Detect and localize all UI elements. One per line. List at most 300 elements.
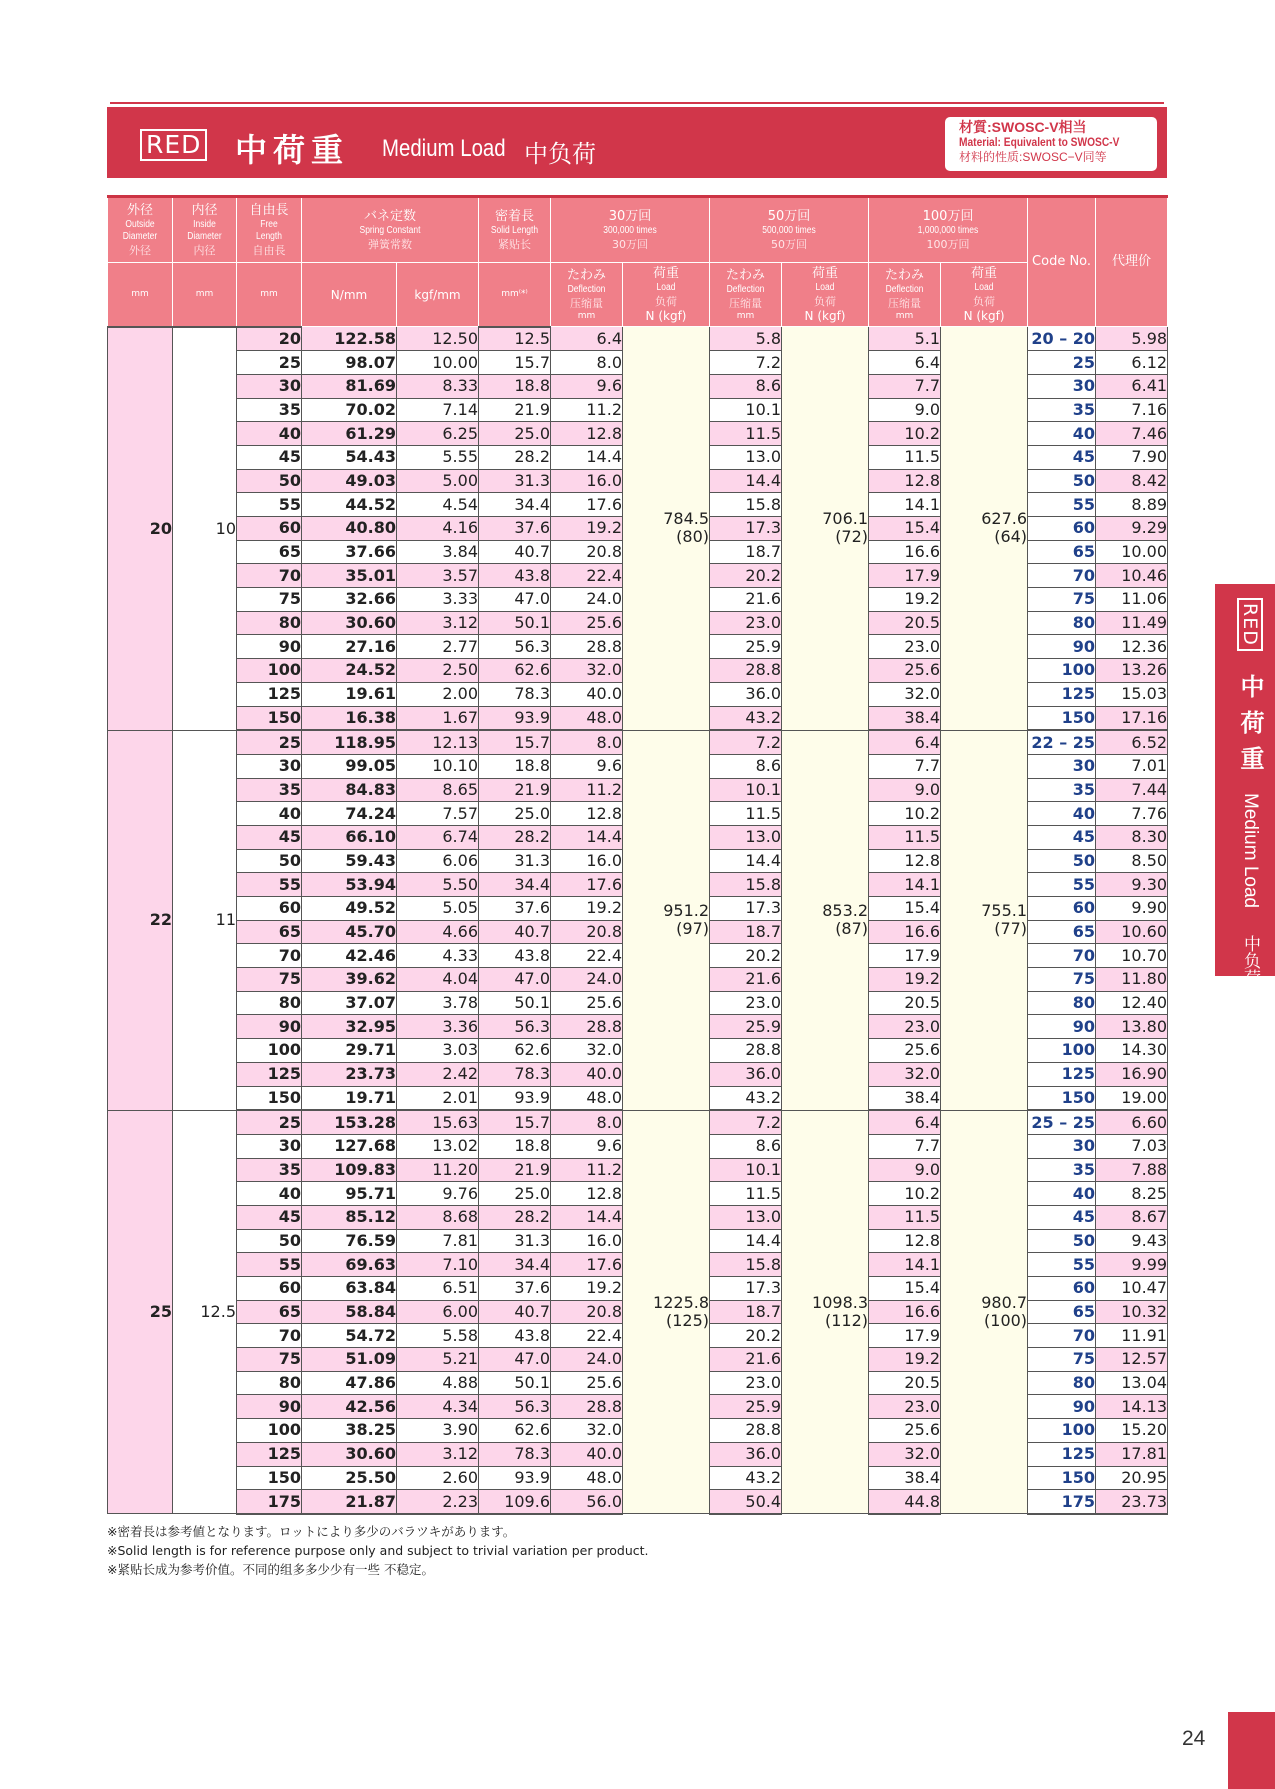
price-cell: 10.46 (1096, 564, 1168, 588)
code-no-cell: 25 (1028, 351, 1096, 375)
deflection-1m-cell: 15.4 (869, 1277, 941, 1301)
free-length-cell: 20 (237, 327, 302, 351)
code-no-cell: 90 (1028, 1395, 1096, 1419)
deflection-1m-cell: 17.9 (869, 1324, 941, 1348)
spring-constant-kgf-cell: 8.68 (397, 1205, 479, 1229)
free-length-cell: 70 (237, 564, 302, 588)
deflection-300k-cell: 16.0 (551, 1229, 623, 1253)
code-no-cell: 70 (1028, 564, 1096, 588)
side-tab-en: Medium Load (1240, 793, 1261, 909)
deflection-300k-cell: 9.6 (551, 1134, 623, 1158)
spring-constant-kgf-cell: 2.60 (397, 1466, 479, 1490)
code-no-cell: 50 (1028, 1229, 1096, 1253)
code-no-cell: 125 (1028, 682, 1096, 706)
deflection-500k-cell: 13.0 (710, 1205, 782, 1229)
code-no-cell: 55 (1028, 493, 1096, 517)
deflection-300k-cell: 32.0 (551, 1419, 623, 1443)
load-300k-cell-kgf: (80) (676, 527, 710, 547)
deflection-1m-cell: 20.5 (869, 991, 941, 1015)
load-300k-cell-kgf: (97) (676, 919, 710, 939)
spring-constant-n-cell: 37.66 (302, 540, 397, 564)
deflection-1m-cell: 9.0 (869, 398, 941, 422)
code-no-cell: 65 (1028, 1300, 1096, 1324)
deflection-1m-cell: 20.5 (869, 611, 941, 635)
deflection-300k-cell: 17.6 (551, 1253, 623, 1277)
deflection-500k-cell: 18.7 (710, 1300, 782, 1324)
price-cell: 8.89 (1096, 493, 1168, 517)
solid-length-cell: 78.3 (479, 1062, 551, 1086)
side-tab-text (1233, 598, 1268, 986)
load-1m-cell-kgf: (100) (984, 1311, 1028, 1331)
footnote-zh: ※紧贴长成为参考价值。不同的组多多少少有一些 不稳定。 (107, 1562, 434, 1577)
code-no-cell: 60 (1028, 897, 1096, 921)
free-length-cell: 80 (237, 991, 302, 1015)
deflection-500k-cell: 11.5 (710, 1182, 782, 1206)
spring-constant-kgf-cell: 6.06 (397, 849, 479, 873)
deflection-500k-cell: 21.6 (710, 1348, 782, 1372)
code-no-cell: 65 (1028, 920, 1096, 944)
free-length-cell: 30 (237, 374, 302, 398)
code-no-cell: 70 (1028, 1324, 1096, 1348)
deflection-500k-cell: 36.0 (710, 1442, 782, 1466)
code-no-cell: 45 (1028, 445, 1096, 469)
spring-constant-n-cell: 21.87 (302, 1490, 397, 1514)
deflection-1m-cell: 32.0 (869, 1442, 941, 1466)
code-no-cell: 80 (1028, 1371, 1096, 1395)
deflection-300k-cell: 19.2 (551, 897, 623, 921)
free-length-cell: 150 (237, 706, 302, 730)
load-300k-cell (623, 327, 710, 731)
load-500k-cell-n: 706.1 (822, 509, 869, 529)
deflection-500k-cell: 17.3 (710, 517, 782, 541)
deflection-500k-cell: 14.4 (710, 849, 782, 873)
col-defl-2: たわみ Deflection 压缩量 mm (710, 263, 782, 327)
deflection-500k-cell: 8.6 (710, 1134, 782, 1158)
spring-constant-kgf-cell: 12.13 (397, 730, 479, 754)
spring-constant-n-cell: 19.71 (302, 1086, 397, 1110)
spring-constant-kgf-cell: 15.63 (397, 1110, 479, 1134)
spring-constant-kgf-cell: 10.00 (397, 351, 479, 375)
deflection-500k-cell: 36.0 (710, 1062, 782, 1086)
spring-constant-kgf-cell: 7.10 (397, 1253, 479, 1277)
price-cell: 10.60 (1096, 920, 1168, 944)
solid-length-cell: 47.0 (479, 968, 551, 992)
free-length-cell: 125 (237, 1062, 302, 1086)
solid-length-cell: 31.3 (479, 1229, 551, 1253)
deflection-1m-cell: 12.8 (869, 1229, 941, 1253)
deflection-500k-cell: 28.8 (710, 1419, 782, 1443)
code-no-cell: 35 (1028, 398, 1096, 422)
code-no-cell: 35 (1028, 1158, 1096, 1182)
free-length-cell: 65 (237, 1300, 302, 1324)
deflection-1m-cell: 11.5 (869, 1205, 941, 1229)
code-no-cell: 75 (1028, 968, 1096, 992)
deflection-1m-cell: 23.0 (869, 1395, 941, 1419)
deflection-300k-cell: 25.6 (551, 611, 623, 635)
spring-constant-n-cell: 118.95 (302, 730, 397, 754)
deflection-500k-cell: 23.0 (710, 611, 782, 635)
spring-constant-kgf-cell: 13.02 (397, 1134, 479, 1158)
price-cell: 8.67 (1096, 1205, 1168, 1229)
load-500k-cell-kgf: (87) (835, 919, 869, 939)
spring-constant-n-cell: 85.12 (302, 1205, 397, 1229)
free-length-cell: 50 (237, 1229, 302, 1253)
deflection-300k-cell: 40.0 (551, 682, 623, 706)
spring-constant-n-cell: 39.62 (302, 968, 397, 992)
deflection-500k-cell: 20.2 (710, 944, 782, 968)
solid-length-cell: 56.3 (479, 1015, 551, 1039)
deflection-1m-cell: 25.6 (869, 1419, 941, 1443)
spring-constant-kgf-cell: 3.12 (397, 611, 479, 635)
free-length-cell: 55 (237, 873, 302, 897)
deflection-300k-cell: 17.6 (551, 493, 623, 517)
code-no-cell: 100 (1028, 1419, 1096, 1443)
load-300k-cell-kgf: (125) (665, 1311, 710, 1331)
deflection-300k-cell: 25.6 (551, 991, 623, 1015)
spring-constant-n-cell: 95.71 (302, 1182, 397, 1206)
deflection-500k-cell: 10.1 (710, 1158, 782, 1182)
load-1m-cell-kgf: (64) (994, 527, 1028, 547)
spring-constant-kgf-cell: 1.67 (397, 706, 479, 730)
price-cell: 10.00 (1096, 540, 1168, 564)
spring-constant-n-cell: 25.50 (302, 1466, 397, 1490)
deflection-500k-cell: 13.0 (710, 445, 782, 469)
deflection-500k-cell: 23.0 (710, 1371, 782, 1395)
price-cell: 12.36 (1096, 635, 1168, 659)
code-no-cell: 100 (1028, 1039, 1096, 1063)
deflection-500k-cell: 43.2 (710, 1466, 782, 1490)
price-cell: 19.00 (1096, 1086, 1168, 1110)
spring-constant-n-cell: 49.03 (302, 469, 397, 493)
free-length-cell: 125 (237, 1442, 302, 1466)
deflection-300k-cell: 6.4 (551, 327, 623, 351)
deflection-300k-cell: 16.0 (551, 469, 623, 493)
deflection-300k-cell: 12.8 (551, 1182, 623, 1206)
spring-constant-kgf-cell: 3.90 (397, 1419, 479, 1443)
solid-length-cell: 40.7 (479, 920, 551, 944)
deflection-500k-cell: 43.2 (710, 1086, 782, 1110)
deflection-300k-cell: 16.0 (551, 849, 623, 873)
price-cell: 7.44 (1096, 778, 1168, 802)
price-cell: 8.25 (1096, 1182, 1168, 1206)
deflection-300k-cell: 40.0 (551, 1442, 623, 1466)
page-number: 24 (1182, 1727, 1206, 1750)
deflection-500k-cell: 5.8 (710, 327, 782, 351)
spring-constant-n-cell: 30.60 (302, 1442, 397, 1466)
deflection-500k-cell: 43.2 (710, 706, 782, 730)
col-load-1: 荷重 Load 负荷 N (kgf) (623, 263, 710, 327)
price-cell: 7.01 (1096, 754, 1168, 778)
deflection-300k-cell: 28.8 (551, 1395, 623, 1419)
price-cell: 12.40 (1096, 991, 1168, 1015)
free-length-cell: 150 (237, 1466, 302, 1490)
solid-length-cell: 62.6 (479, 1419, 551, 1443)
solid-length-cell: 37.6 (479, 1277, 551, 1301)
inside-diameter-cell: 10 (173, 327, 237, 731)
deflection-500k-cell: 23.0 (710, 991, 782, 1015)
deflection-1m-cell: 6.4 (869, 351, 941, 375)
load-300k-cell-n: 951.2 (663, 901, 710, 921)
code-no-cell: 30 (1028, 754, 1096, 778)
price-cell: 9.30 (1096, 873, 1168, 897)
price-cell: 6.41 (1096, 374, 1168, 398)
deflection-500k-cell: 7.2 (710, 730, 782, 754)
solid-length-cell: 28.2 (479, 1205, 551, 1229)
load-1m-cell-n: 980.7 (981, 1293, 1028, 1313)
spring-constant-n-cell: 16.38 (302, 706, 397, 730)
solid-length-cell: 47.0 (479, 588, 551, 612)
deflection-300k-cell: 22.4 (551, 944, 623, 968)
spring-constant-n-cell: 35.01 (302, 564, 397, 588)
deflection-500k-cell: 20.2 (710, 564, 782, 588)
code-no-cell: 40 (1028, 422, 1096, 446)
solid-length-cell: 40.7 (479, 540, 551, 564)
solid-length-cell: 37.6 (479, 897, 551, 921)
free-length-cell: 25 (237, 1110, 302, 1134)
spring-constant-kgf-cell: 4.16 (397, 517, 479, 541)
load-500k-cell-n: 1098.3 (812, 1293, 869, 1313)
col-od: 外径 Outside Diameter 外径 (108, 197, 173, 263)
load-500k-cell (782, 1110, 869, 1514)
deflection-500k-cell: 11.5 (710, 422, 782, 446)
price-cell: 23.73 (1096, 1490, 1168, 1514)
deflection-300k-cell: 11.2 (551, 398, 623, 422)
free-length-cell: 40 (237, 1182, 302, 1206)
spring-constant-n-cell: 63.84 (302, 1277, 397, 1301)
spring-constant-kgf-cell: 4.66 (397, 920, 479, 944)
inside-diameter-cell: 12.5 (173, 1110, 237, 1514)
solid-length-cell: 31.3 (479, 469, 551, 493)
spring-constant-n-cell: 45.70 (302, 920, 397, 944)
deflection-500k-cell: 18.7 (710, 540, 782, 564)
free-length-cell: 75 (237, 588, 302, 612)
spring-constant-n-cell: 47.86 (302, 1371, 397, 1395)
code-no-cell: 90 (1028, 635, 1096, 659)
load-1m-cell-n: 755.1 (981, 901, 1028, 921)
deflection-1m-cell: 12.8 (869, 849, 941, 873)
spring-constant-kgf-cell: 7.57 (397, 802, 479, 826)
deflection-500k-cell: 21.6 (710, 968, 782, 992)
solid-length-cell: 15.7 (479, 351, 551, 375)
free-length-cell: 25 (237, 730, 302, 754)
solid-length-cell: 93.9 (479, 1466, 551, 1490)
deflection-1m-cell: 10.2 (869, 1182, 941, 1206)
deflection-1m-cell: 23.0 (869, 1015, 941, 1039)
code-no-cell: 150 (1028, 706, 1096, 730)
deflection-300k-cell: 8.0 (551, 730, 623, 754)
spring-constant-n-cell: 54.72 (302, 1324, 397, 1348)
col-spring-constant: バネ定数 Spring Constant 弹簧常数 (302, 197, 479, 263)
deflection-300k-cell: 56.0 (551, 1490, 623, 1514)
deflection-1m-cell: 17.9 (869, 944, 941, 968)
spring-constant-n-cell: 32.66 (302, 588, 397, 612)
deflection-500k-cell: 25.9 (710, 1015, 782, 1039)
solid-length-cell: 56.3 (479, 1395, 551, 1419)
price-cell: 9.29 (1096, 517, 1168, 541)
spring-constant-kgf-cell: 4.04 (397, 968, 479, 992)
spring-constant-n-cell: 59.43 (302, 849, 397, 873)
spring-constant-kgf-cell: 6.51 (397, 1277, 479, 1301)
solid-length-cell: 34.4 (479, 1253, 551, 1277)
free-length-cell: 150 (237, 1086, 302, 1110)
deflection-500k-cell: 14.4 (710, 1229, 782, 1253)
price-cell: 15.20 (1096, 1419, 1168, 1443)
free-length-cell: 60 (237, 517, 302, 541)
code-no-cell: 45 (1028, 1205, 1096, 1229)
spring-constant-n-cell: 37.07 (302, 991, 397, 1015)
code-no-cell: 75 (1028, 1348, 1096, 1372)
code-no-cell: 80 (1028, 991, 1096, 1015)
spring-constant-kgf-cell: 3.84 (397, 540, 479, 564)
col-group-1m: 100万回 1,000,000 times 100万回 (869, 197, 1028, 263)
solid-length-cell: 25.0 (479, 422, 551, 446)
spring-constant-n-cell: 23.73 (302, 1062, 397, 1086)
col-load-3: 荷重 Load 负荷 N (kgf) (941, 263, 1028, 327)
deflection-300k-cell: 9.6 (551, 754, 623, 778)
deflection-1m-cell: 23.0 (869, 635, 941, 659)
code-no-cell: 30 (1028, 374, 1096, 398)
code-no-cell: 40 (1028, 802, 1096, 826)
free-length-cell: 90 (237, 635, 302, 659)
deflection-1m-cell: 16.6 (869, 920, 941, 944)
deflection-1m-cell: 25.6 (869, 659, 941, 683)
deflection-500k-cell: 15.8 (710, 493, 782, 517)
title-ja: 中荷重 (235, 131, 350, 169)
spring-constant-n-cell: 76.59 (302, 1229, 397, 1253)
spring-constant-n-cell: 32.95 (302, 1015, 397, 1039)
spring-constant-n-cell: 153.28 (302, 1110, 397, 1134)
code-no-cell: 90 (1028, 1015, 1096, 1039)
spring-constant-n-cell: 42.56 (302, 1395, 397, 1419)
deflection-500k-cell: 50.4 (710, 1490, 782, 1514)
spring-constant-n-cell: 74.24 (302, 802, 397, 826)
spring-constant-kgf-cell: 5.55 (397, 445, 479, 469)
deflection-300k-cell: 48.0 (551, 706, 623, 730)
solid-length-cell: 28.2 (479, 445, 551, 469)
free-length-cell: 60 (237, 1277, 302, 1301)
material-ja: 材質:SWOSC-V相当 (959, 119, 1087, 135)
code-no-cell: 65 (1028, 540, 1096, 564)
deflection-300k-cell: 22.4 (551, 564, 623, 588)
title-zh: 中负荷 (524, 140, 596, 168)
solid-length-cell: 40.7 (479, 1300, 551, 1324)
deflection-300k-cell: 20.8 (551, 1300, 623, 1324)
col-unit-nmm: N/mm (302, 263, 397, 327)
deflection-1m-cell: 38.4 (869, 1086, 941, 1110)
outside-diameter-cell: 20 (108, 327, 173, 731)
load-300k-cell (623, 1110, 710, 1514)
spring-constant-n-cell: 98.07 (302, 351, 397, 375)
solid-length-cell: 93.9 (479, 706, 551, 730)
solid-length-cell: 18.8 (479, 1134, 551, 1158)
deflection-500k-cell: 17.3 (710, 1277, 782, 1301)
free-length-cell: 125 (237, 682, 302, 706)
deflection-1m-cell: 25.6 (869, 1039, 941, 1063)
deflection-1m-cell: 15.4 (869, 517, 941, 541)
spring-constant-n-cell: 66.10 (302, 825, 397, 849)
solid-length-cell: 31.3 (479, 849, 551, 873)
price-cell: 10.47 (1096, 1277, 1168, 1301)
spring-constant-kgf-cell: 2.01 (397, 1086, 479, 1110)
spring-constant-n-cell: 84.83 (302, 778, 397, 802)
deflection-500k-cell: 15.8 (710, 873, 782, 897)
free-length-cell: 65 (237, 540, 302, 564)
price-cell: 7.16 (1096, 398, 1168, 422)
price-cell: 14.30 (1096, 1039, 1168, 1063)
spring-constant-n-cell: 70.02 (302, 398, 397, 422)
spring-constant-kgf-cell: 4.34 (397, 1395, 479, 1419)
deflection-300k-cell: 8.0 (551, 1110, 623, 1134)
deflection-1m-cell: 5.1 (869, 327, 941, 351)
col-code-no: Code No. (1028, 197, 1096, 327)
spring-constant-n-cell: 42.46 (302, 944, 397, 968)
spring-constant-n-cell: 51.09 (302, 1348, 397, 1372)
deflection-300k-cell: 12.8 (551, 802, 623, 826)
price-cell: 9.99 (1096, 1253, 1168, 1277)
solid-length-cell: 37.6 (479, 517, 551, 541)
code-no-cell: 20 – 20 (1028, 327, 1096, 351)
deflection-300k-cell: 24.0 (551, 1348, 623, 1372)
free-length-cell: 100 (237, 659, 302, 683)
price-cell: 8.30 (1096, 825, 1168, 849)
deflection-300k-cell: 28.8 (551, 635, 623, 659)
spring-constant-kgf-cell: 6.00 (397, 1300, 479, 1324)
free-length-cell: 65 (237, 920, 302, 944)
deflection-500k-cell: 8.6 (710, 374, 782, 398)
deflection-1m-cell: 20.5 (869, 1371, 941, 1395)
spring-constant-kgf-cell: 5.00 (397, 469, 479, 493)
price-cell: 6.12 (1096, 351, 1168, 375)
code-no-cell: 150 (1028, 1466, 1096, 1490)
col-group-300k: 30万回 300,000 times 30万回 (551, 197, 710, 263)
side-tab-zh: 中负荷 (1240, 935, 1260, 987)
deflection-300k-cell: 40.0 (551, 1062, 623, 1086)
deflection-500k-cell: 10.1 (710, 778, 782, 802)
deflection-300k-cell: 12.8 (551, 422, 623, 446)
free-length-cell: 100 (237, 1419, 302, 1443)
spring-constant-kgf-cell: 5.05 (397, 897, 479, 921)
spring-constant-n-cell: 61.29 (302, 422, 397, 446)
code-no-cell: 60 (1028, 1277, 1096, 1301)
price-cell: 13.26 (1096, 659, 1168, 683)
page-corner-block (1228, 1712, 1275, 1789)
page-header (107, 107, 1167, 178)
spring-constant-n-cell: 38.25 (302, 1419, 397, 1443)
deflection-500k-cell: 18.7 (710, 920, 782, 944)
solid-length-cell: 50.1 (479, 611, 551, 635)
price-cell: 7.46 (1096, 422, 1168, 446)
solid-length-cell: 47.0 (479, 1348, 551, 1372)
deflection-500k-cell: 28.8 (710, 1039, 782, 1063)
solid-length-cell: 62.6 (479, 1039, 551, 1063)
spring-constant-kgf-cell: 4.33 (397, 944, 479, 968)
code-no-cell: 30 (1028, 1134, 1096, 1158)
free-length-cell: 30 (237, 1134, 302, 1158)
material-en: Material: Equivalent to SWOSC-V (959, 135, 1120, 149)
deflection-500k-cell: 7.2 (710, 1110, 782, 1134)
solid-length-cell: 78.3 (479, 1442, 551, 1466)
code-no-cell: 50 (1028, 469, 1096, 493)
spring-constant-n-cell: 49.52 (302, 897, 397, 921)
deflection-300k-cell: 14.4 (551, 825, 623, 849)
col-defl-1: たわみ Deflection 压缩量 mm (551, 263, 623, 327)
spring-constant-kgf-cell: 5.50 (397, 873, 479, 897)
deflection-300k-cell: 20.8 (551, 920, 623, 944)
side-tab-badge: RED (1237, 598, 1263, 651)
spec-table-body (108, 327, 1168, 1514)
deflection-500k-cell: 21.6 (710, 588, 782, 612)
spring-constant-n-cell: 99.05 (302, 754, 397, 778)
